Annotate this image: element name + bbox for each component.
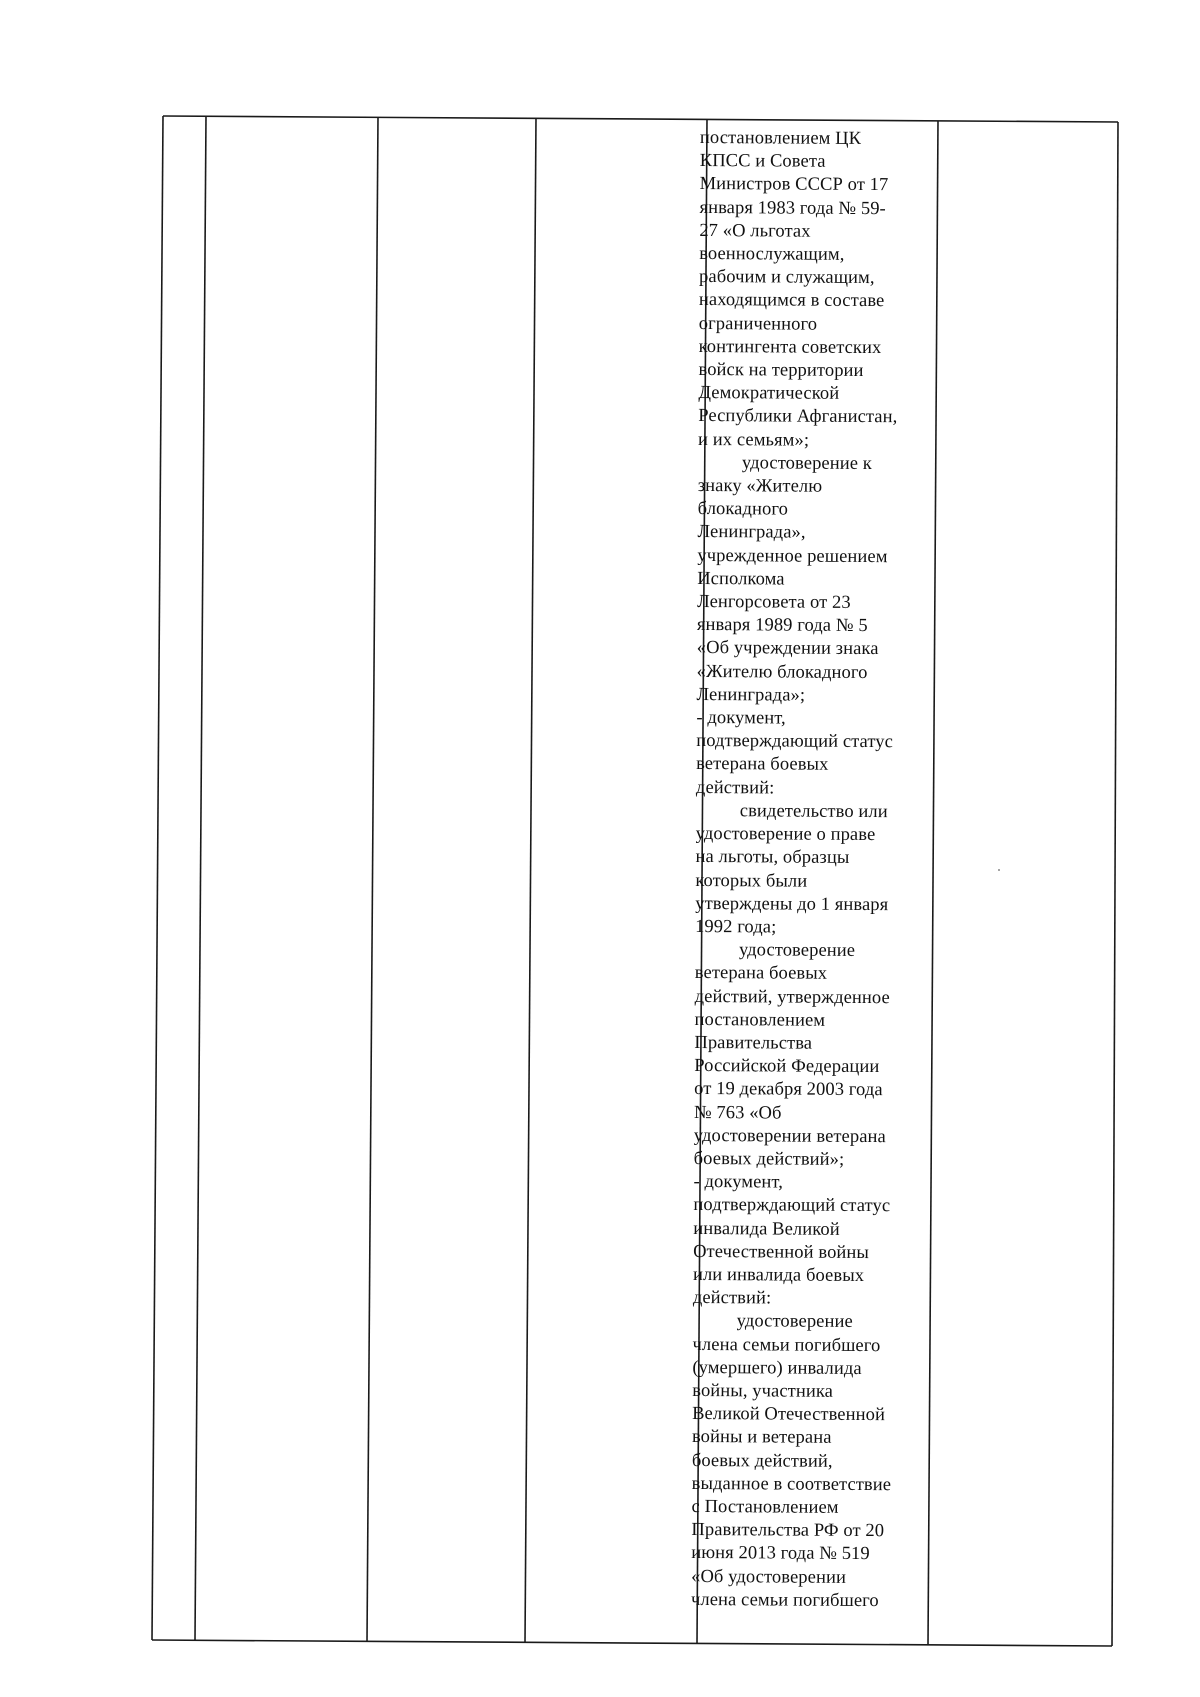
column-separator-5	[928, 121, 938, 1645]
cell-text-line: подтверждающий статус	[696, 731, 894, 753]
cell-text-line: удостоверение	[736, 1311, 853, 1333]
cell-text-line: блокадного	[697, 499, 789, 520]
cell-text-line: свидетельство или	[739, 801, 888, 823]
scan-speck	[998, 869, 1000, 871]
cell-text-line: Министров СССР от 17	[699, 174, 889, 196]
table-left-border	[152, 116, 163, 1640]
table-top-border	[163, 116, 1118, 122]
cell-text-line: удостоверение	[738, 940, 856, 962]
cell-text-line: «Об удостоверении	[691, 1566, 847, 1588]
cell-text-line: КПСС и Совета	[699, 151, 826, 172]
cell-text-line: Ленинграда»,	[697, 522, 806, 544]
cell-text-line: января 1983 года № 59-	[699, 197, 886, 219]
cell-text-line: января 1989 года № 5	[696, 615, 868, 637]
cell-text-line: удостоверение к	[741, 453, 872, 474]
cell-text-line: удостоверение о праве	[695, 824, 876, 846]
cell-text-line: «Жителю блокадного	[696, 661, 868, 683]
cell-text-line: подтверждающий статус	[693, 1195, 891, 1217]
cell-text-line: и их семьям»;	[698, 429, 810, 451]
cell-text-line: июня 2013 года № 519	[691, 1543, 870, 1565]
cell-text-line: (умершего) инвалида	[692, 1357, 862, 1379]
cell-text-line: Исполкома	[697, 568, 785, 590]
cell-text-line: утверждены до 1 января	[695, 893, 889, 915]
cell-text-line: - документ,	[693, 1172, 784, 1193]
cell-text-line: Российской Федерации	[694, 1056, 880, 1078]
cell-text-line: или инвалида боевых	[692, 1264, 865, 1286]
column-separator-2	[367, 117, 378, 1641]
cell-text-line: члена семьи погибшего	[692, 1334, 881, 1356]
cell-text-line: от 19 декабря 2003 года	[694, 1079, 883, 1101]
cell-text-line: действий:	[695, 777, 775, 799]
cell-text-line: «Об учреждении знака	[696, 638, 879, 660]
table-cell-text	[691, 127, 930, 1613]
cell-text-line: Ленинграда»;	[696, 684, 806, 706]
cell-text-line: удостоверении ветерана	[693, 1125, 886, 1147]
cell-text-line: ветерана боевых	[694, 963, 828, 985]
cell-text-line: находящимся в составе	[698, 290, 885, 312]
cell-text-line: Отечественной войны	[693, 1241, 870, 1263]
cell-text-line: на льготы, образцы	[695, 847, 850, 869]
cell-text-line: ограниченного	[698, 313, 818, 335]
cell-text-line: контингента советских	[698, 336, 882, 358]
cell-text-line: рабочим и служащим,	[699, 267, 875, 289]
cell-text-line: ветерана боевых	[696, 754, 829, 776]
cell-text-line: знаку «Жителю	[697, 476, 823, 497]
cell-text-line: члена семьи погибшего	[690, 1589, 879, 1611]
column-separator-1	[195, 116, 206, 1640]
cell-text-line: выданное в соответствие	[691, 1473, 892, 1495]
cell-text-line: войны и ветерана	[691, 1427, 832, 1449]
cell-text-line: Республики Афганистан,	[698, 406, 898, 428]
cell-text-line: № 763 «Об	[693, 1102, 782, 1124]
cell-text-line: постановлением ЦК	[699, 127, 862, 149]
cell-text-line: действий:	[692, 1288, 772, 1309]
cell-text-line: войны, участника	[692, 1380, 834, 1402]
cell-text-line: Правительства РФ от 20	[691, 1520, 885, 1542]
table-bottom-border	[152, 1640, 1112, 1646]
cell-text-line: Демократической	[698, 383, 840, 405]
cell-text-line: инвалида Великой	[693, 1218, 840, 1240]
cell-text-line: боевых действий,	[691, 1450, 833, 1472]
column-separator-3	[525, 118, 536, 1642]
cell-text-line: с Постановлением	[691, 1496, 839, 1518]
cell-text-line: 27 «О льготах	[699, 220, 811, 242]
cell-text-line: Великой Отечественной	[692, 1404, 886, 1426]
cell-text-line: войск на территории	[698, 360, 864, 382]
cell-text-line: учрежденное решением	[697, 545, 888, 567]
cell-text-line: военнослужащим,	[699, 244, 845, 265]
cell-text-line: действий, утвержденное	[694, 986, 890, 1008]
cell-text-line: Правительства	[694, 1032, 813, 1054]
cell-text-line: 1992 года;	[695, 916, 777, 938]
cell-text-line: которых были	[695, 870, 808, 892]
table-right-border	[1112, 122, 1118, 1646]
cell-text-line: Ленгорсовета от 23	[697, 592, 851, 613]
cell-text-line: - документ,	[696, 708, 786, 729]
cell-text-line: боевых действий»;	[693, 1148, 845, 1170]
cell-text-line: постановлением	[694, 1009, 826, 1031]
